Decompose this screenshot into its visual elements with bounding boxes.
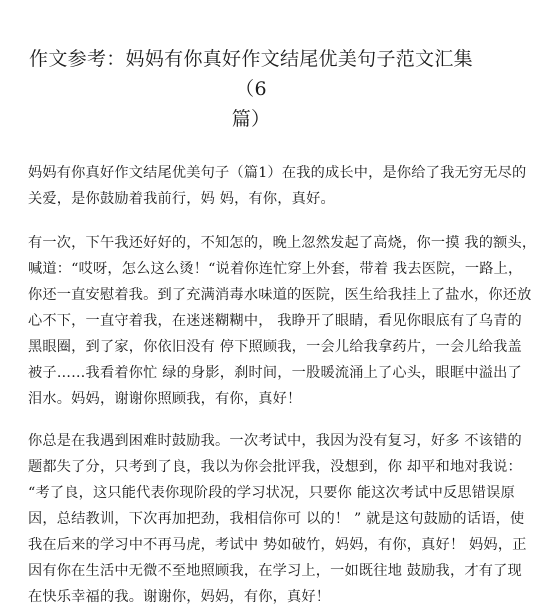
paragraph-line: 因，总结教训，下次再加把劲，我相信你可 以的！ ” 就是这句鼓励的话语，使 <box>28 511 525 527</box>
paragraph-line: 我在后来的学习中不再马虎，考试中 势如破竹，妈妈，有你，真好！ 妈妈，正 <box>28 537 527 553</box>
title-line-1: 作文参考：妈妈有你真好作文结尾优美句子范文汇集（6 <box>29 48 473 100</box>
paragraph-line: 黑眼圈，到了家，你依旧没有 停下照顾我，一会儿给我拿药片，一会儿给我盖 <box>28 339 522 355</box>
paragraph-line: 在快乐幸福的我。谢谢你，妈妈，有你，真好！ <box>28 589 331 605</box>
paragraph-line: 你还一直安慰着我。到了充满消毒水味道的医院，医生给我挂上了盐水，你还放 <box>28 287 532 303</box>
paragraph-line: 关爱，是你鼓励着我前行，妈 妈，有你，真好。 <box>28 191 335 207</box>
title-line-2: 篇） <box>231 108 271 130</box>
paragraph-line: 心不下，一直守着我，在迷迷糊糊中， 我睁开了眼睛，看见你眼底有了乌青的 <box>28 313 522 329</box>
paragraph-line: 喊道：“哎呀，怎么这么烫！“说着你连忙穿上外套，带着 我去医院，一路上， <box>28 261 523 277</box>
paragraph-line: “考了良，这只能代表你现阶段的学习状况，只要你 能这次考试中反思错误原 <box>28 485 515 501</box>
paragraph-line: 妈妈有你真好作文结尾优美句子（篇1）在我的成长中，是你给了我无穷无尽的 <box>28 165 527 181</box>
paragraph-1 <box>28 160 527 212</box>
paragraph-line: 泪水。妈妈，谢谢你照顾我，有你，真好！ <box>28 391 302 407</box>
paragraph-line: 有一次，下午我还好好的，不知怎的，晚上忽然发起了高烧，你一摸 我的额头， <box>28 235 536 251</box>
paragraph-line: 被子……我看着你忙 绿的身影，刹时间，一股暖流涌上了心头，眼眶中溢出了 <box>28 365 522 381</box>
paragraph-line: 题都失了分，只考到了良，我以为你会批评我，没想到，你 却平和地对我说： <box>28 459 522 475</box>
document-title <box>28 44 474 134</box>
paragraph-line: 因有你在生活中无微不至地照顾我，在学习上，一如既往地 鼓励我，才有了现 <box>28 563 522 579</box>
paragraph-2 <box>28 230 536 412</box>
paragraph-3 <box>28 428 527 610</box>
paragraph-line: 你总是在我遇到困难时鼓励我。一次考试中，我因为没有复习，好多 不该错的 <box>28 433 522 449</box>
